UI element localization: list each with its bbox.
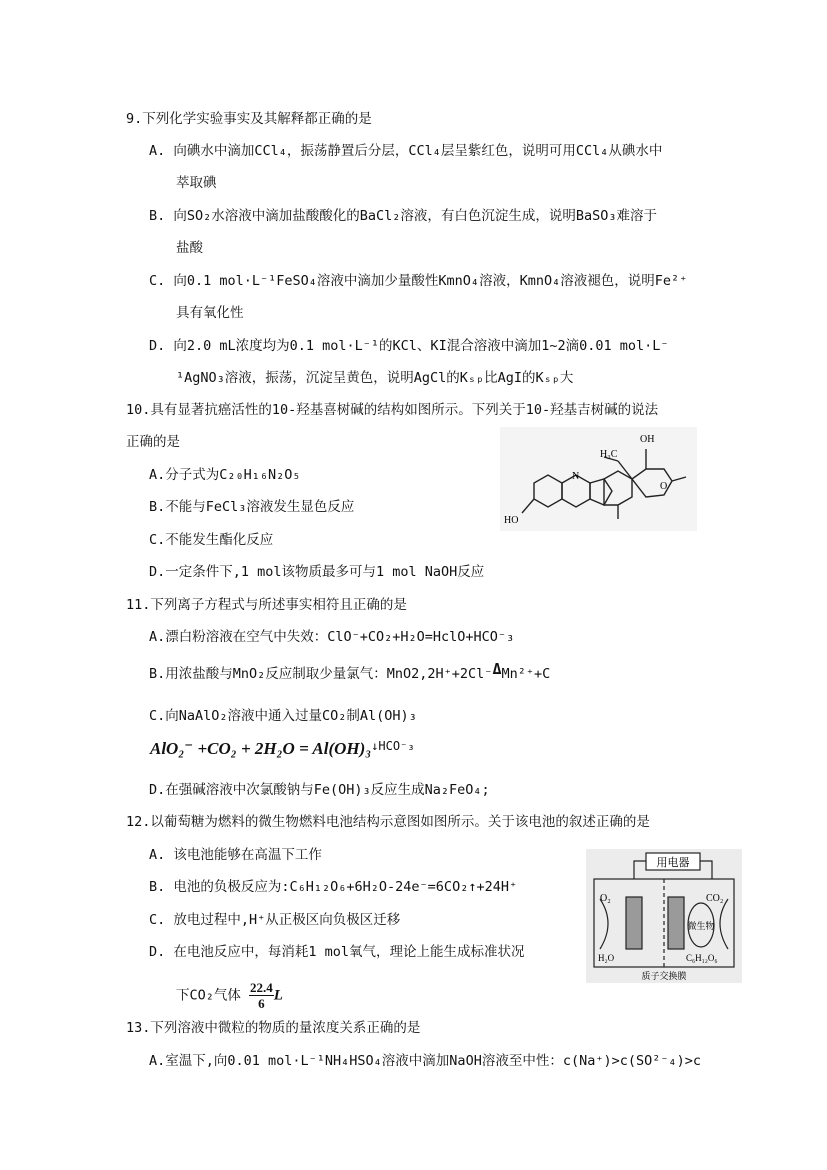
fig-ho-label: HO <box>504 515 519 526</box>
q10-stem-line2: 正确的是 <box>126 434 180 450</box>
fig-microbe-label: 微生物 <box>687 922 715 932</box>
q11-option-c-equation <box>150 740 415 759</box>
q13-option-a: A.室温下,向0.01 mol·L⁻¹NH₄HSO₄溶液中滴加NaOH溶液至中性：c(Na⁺)>c(SO²⁻₄)>c <box>149 1053 701 1069</box>
q9-option-c-line1: C. 向0.1 mol·L⁻¹FeSO₄溶液中滴加少量酸性KmnO₄溶液，KmnO₄溶液褪色，说明Fe²⁺ <box>149 273 688 289</box>
q11-c-equation-text: AlO₂⁻ +CO₂ + 2H₂O = Al(OH)₃ <box>150 739 372 758</box>
q12-stem: 12.以葡萄糖为燃料的微生物燃料电池结构示意图如图所示。关于该电池的叙述正确的是 <box>126 814 650 830</box>
fig-co2-label: CO₂ <box>706 893 724 904</box>
fig-glucose-label: C₆H₁₂O₆ <box>686 953 718 963</box>
q9-option-b-line1: B. 向SO₂水溶液中滴加盐酸酸化的BaCl₂溶液，有白色沉淀生成，说明BaSO₃难溶于 <box>149 208 658 224</box>
q9-option-b-line2: 盐酸 <box>176 240 203 256</box>
q10-option-d: D.一定条件下,1 mol该物质最多可与1 mol NaOH反应 <box>149 564 485 580</box>
q9-option-a-line2: 萃取碘 <box>176 175 217 191</box>
fig-membrane-label: 质子交换膜 <box>641 972 687 982</box>
q9-option-c-line2: 具有氧化性 <box>176 305 244 321</box>
q9-option-d-line2: ¹AgNO₃溶液，振荡，沉淀呈黄色，说明AgCl的Kₛₚ比AgI的Kₛₚ大 <box>176 370 574 386</box>
q10-option-b: B.不能与FeCl₃溶液发生显色反应 <box>149 499 355 515</box>
q13-stem: 13.下列溶液中微粒的物质的量浓度关系正确的是 <box>126 1020 421 1036</box>
q11-b-heat-symbol: Δ <box>492 660 502 678</box>
q12-option-c: C. 放电过程中,H⁺从正极区向负极区迁移 <box>149 912 401 928</box>
q11-stem: 11.下列离子方程式与所述事实相符且正确的是 <box>126 597 407 613</box>
fig-h3c-label: H₃C <box>600 449 618 460</box>
q11-b-text: B.用浓盐酸与MnO₂反应制取少量氯气：MnO2,2H⁺+2Cl⁻ <box>149 666 493 682</box>
q12-d-text: 下CO₂气体 <box>176 987 241 1004</box>
q11-option-d: D.在强碱溶液中次氯酸钠与Fe(OH)₃反应生成Na₂FeO₄; <box>149 782 490 798</box>
q10-option-c: C.不能发生酯化反应 <box>149 532 274 548</box>
fig-o2-label: O₂ <box>600 893 611 904</box>
camptothecin-structure-figure <box>500 427 697 531</box>
q12-d-unit: L <box>273 987 283 1004</box>
fig-h2o-label: H₂O <box>598 953 615 963</box>
fig-device-label: 用电器 <box>656 856 690 869</box>
q11-b-tail: Mn²⁺+C <box>501 666 551 682</box>
q11-option-b <box>149 660 551 683</box>
q9-option-d-line1: D. 向2.0 mL浓度均为0.1 mol·L⁻¹的KCl、KI混合溶液中滴加1~2滴0.01 mol·L⁻ <box>149 338 669 354</box>
q12-option-b: B. 电池的负极反应为:C₆H₁₂O₆+6H₂O-24e⁻=6CO₂↑+24H⁺ <box>149 879 518 895</box>
q9-stem: 9.下列化学实验事实及其解释都正确的是 <box>126 111 372 127</box>
fig-oh-label: OH <box>640 434 655 445</box>
fig-n-label: N <box>572 471 580 482</box>
fig-o-label: O <box>660 481 668 492</box>
q11-c-equation-tail: ↓HCO⁻₃ <box>371 739 415 753</box>
q12-option-d-line2 <box>176 980 283 1011</box>
q11-option-a: A.漂白粉溶液在空气中失效：ClO⁻+CO₂+H₂O=HclO+HCO⁻₃ <box>149 629 515 645</box>
q10-option-a: A.分子式为C₂₀H₁₆N₂O₅ <box>149 467 301 483</box>
q12-option-d-line1: D. 在电池反应中，每消耗1 mol氧气，理论上能生成标准状况 <box>149 944 525 960</box>
q12-d-fraction: $\frac{22.4}{6}$ <box>250 980 273 1011</box>
q12-option-a: A. 该电池能够在高温下工作 <box>149 847 322 863</box>
q11-option-c: C.向NaAlO₂溶液中通入过量CO₂制Al(OH)₃ <box>149 708 417 724</box>
fuel-cell-figure <box>586 849 742 983</box>
q9-option-a-line1: A. 向碘水中滴加CCl₄，振荡静置后分层，CCl₄层呈紫红色，说明可用CCl₄从碘水中 <box>149 143 663 159</box>
q10-stem-line1: 10.具有显著抗癌活性的10-羟基喜树碱的结构如图所示。下列关于10-羟基吉树碱的说法 <box>126 402 659 418</box>
